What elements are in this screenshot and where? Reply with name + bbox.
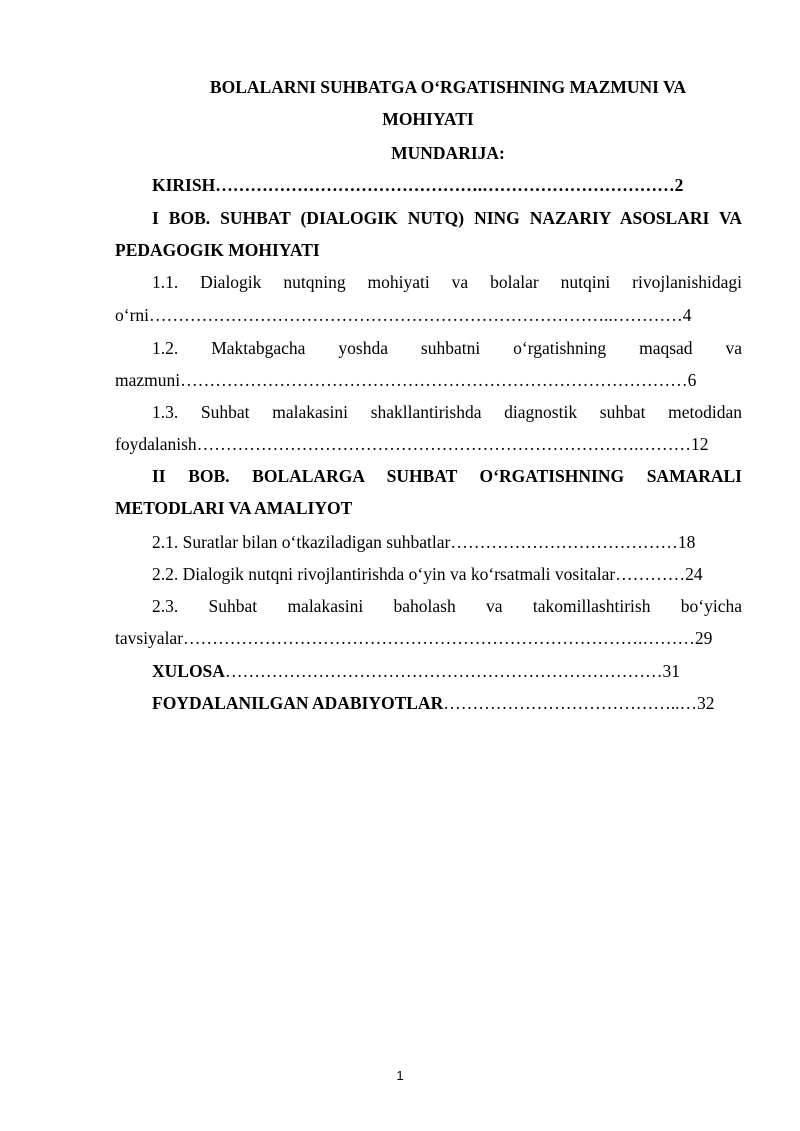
- toc-chapter2-title: II BOB. BOLALARGA SUHBAT O‘RGATISHNING SAMARALI: [152, 466, 742, 486]
- toc-chapter1-title-cont: PEDAGOGIK MOHIYATI: [115, 240, 320, 260]
- toc-entry-2-3-cont: tavsiyalar…………………………………………………………………….………29: [115, 628, 713, 648]
- toc-entry-adabiyotlar: [152, 692, 714, 714]
- toc-entry-1-3-cont: foydalanish………………………………………………………………….………12: [115, 434, 709, 454]
- toc-entry-xulosa: [152, 660, 680, 682]
- toc-entry-adabiyotlar-label: FOYDALANILGAN ADABIYOTLAR: [152, 693, 444, 713]
- toc-entry-1-2-cont: mazmuni……………………………………………………………………………6: [115, 370, 697, 390]
- toc-entry-xulosa-label: XULOSA: [152, 661, 225, 681]
- toc-entry-kirish: KIRISH……………………………………….……………………………2: [152, 175, 684, 195]
- toc-entry-2-2: 2.2. Dialogik nutqni rivojlantirishda o‘yin va ko‘rsatmali vositalar…………24: [152, 564, 703, 584]
- toc-entry-adabiyotlar-leader: …………………………………..…32: [443, 693, 715, 713]
- document-title-line2: MOHIYATI: [382, 109, 474, 129]
- toc-chapter2-title-cont: METODLARI VA AMALIYOT: [115, 498, 353, 518]
- toc-entry-2-1: 2.1. Suratlar bilan o‘tkaziladigan suhbatlar…………………………………18: [152, 532, 696, 552]
- toc-entry-1-2: 1.2. Maktabgacha yoshda suhbatni o‘rgatishning maqsad va: [152, 338, 742, 358]
- toc-entry-2-3: 2.3. Suhbat malakasini baholash va takomillashtirish bo‘yicha: [152, 596, 742, 616]
- document-title-line1: BOLALARNI SUHBATGA O‘RGATISHNING MAZMUNI VA: [209, 77, 687, 97]
- toc-entry-1-3: 1.3. Suhbat malakasini shakllantirishda diagnostik suhbat metodidan: [152, 402, 742, 422]
- toc-entry-1-1-cont: o‘rni……………………………………………………………………..…………4: [115, 305, 692, 325]
- toc-chapter1-title: I BOB. SUHBAT (DIALOGIK NUTQ) NING NAZARIY ASOSLARI VA: [152, 208, 742, 228]
- toc-entry-xulosa-leader: …………………………………………………………………31: [224, 661, 680, 681]
- toc-heading: MUNDARIJA:: [391, 143, 505, 163]
- page-number: 1: [396, 1068, 404, 1083]
- toc-entry-1-1: 1.1. Dialogik nutqning mohiyati va bolalar nutqini rivojlanishidagi: [152, 272, 742, 292]
